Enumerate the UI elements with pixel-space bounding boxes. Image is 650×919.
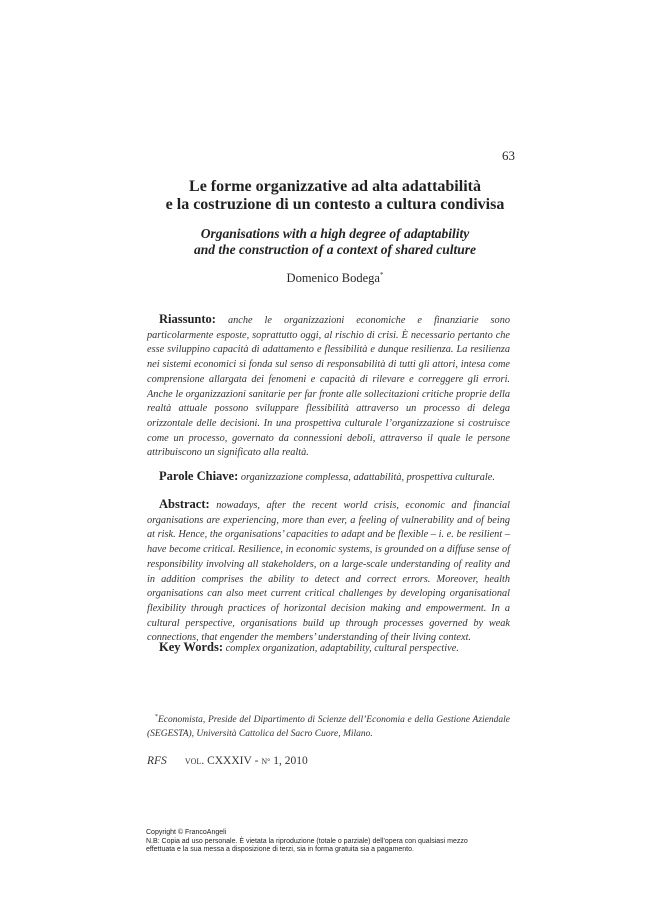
journal-abbrev: RFS bbox=[147, 755, 167, 767]
journal-number: 1, 2010 bbox=[273, 755, 308, 767]
footnote-text: Economista, Preside del Dipartimento di Scienze dell’Economia e della Gestione Aziendale (SEGESTA), Università Cattolica del Sacro Cuore, Milano. bbox=[147, 715, 510, 740]
abstract-label: Abstract: bbox=[159, 497, 210, 511]
article-subtitle bbox=[100, 226, 570, 258]
title-line-2: e la costruzione di un contesto a cultura condivisa bbox=[165, 196, 505, 213]
parole-chiave-label: Parole Chiave: bbox=[159, 469, 239, 483]
author bbox=[100, 271, 570, 286]
author-footnote bbox=[147, 710, 510, 741]
riassunto-text: anche le organizzazioni economiche e finanziarie sono particolarmente esposte, soprattutto oggi, al rischio di crisi. È necessario pertanto che esse sviluppino capacità di adattamento e flessibilità e dunque resilienza. La resilienza nei sistemi economici si fonda sul senso di responsabilità di tutti gli attori, intesa come comprensione allargata dei fenomeni e capacità di rilevare e correggere gli errori. Anche le organizzazioni sanitarie per far fronte alle sollecitazioni critiche proprie della realtà attuale possono sviluppare flessibilità attraverso un processo di delega orizzontale delle decisioni. In una prospettiva culturale l’organizzazione si costruisce come un processo, governato da connessioni deboli, attraverso il quale le persone attribuiscono un significato alla realtà. bbox=[147, 315, 511, 459]
copyright-notice bbox=[146, 829, 516, 855]
copyright-line-3: effettuata e la sua messa a disposizione di terzi, sia in forma gratuita sia a pagamento. bbox=[146, 846, 414, 853]
copyright-line-1: Copyright © FrancoAngeli bbox=[146, 829, 227, 836]
subtitle-line-1: Organisations with a high degree of adaptability bbox=[200, 226, 470, 241]
journal-reference bbox=[147, 755, 308, 767]
article-title bbox=[100, 178, 570, 214]
parole-chiave-text: organizzazione complessa, adattabilità, prospettiva culturale. bbox=[240, 472, 495, 483]
key-words-text: complex organization, adaptability, cultural perspective. bbox=[225, 643, 459, 654]
title-line-1: Le forme organizzative ad alta adattabilità bbox=[189, 178, 481, 195]
abstract-text: nowadays, after the recent world crisis, economic and financial organisations are experiencing, more than ever, a feeling of vulnerability and of being at risk. Hence, the organisations’ capacities to adapt and be flexible – i. e. be resilient – have become critical. Resilience, in economic systems, is grounded on a diffuse sense of responsibility involving all stakeholders, on a large-scale understanding of reality and in addition comprises the ability to detect and correct errors. Moreover, health organisations can also meet current critical challenges by developing organisational flexibility through practices of horizontal decision making and empowerment. In a cultural perspective, organisations build up through processes governed by weak connections, that engender the members’ understanding of their living context. bbox=[147, 500, 510, 644]
parole-chiave-paragraph bbox=[147, 469, 510, 486]
abstract-paragraph bbox=[147, 497, 510, 646]
riassunto-label: Riassunto: bbox=[159, 312, 216, 326]
page-number: 63 bbox=[502, 148, 515, 163]
key-words-paragraph bbox=[147, 640, 510, 657]
journal-number-label: N° bbox=[261, 757, 271, 766]
journal-volume: vol. CXXXIV bbox=[184, 755, 252, 767]
subtitle-line-2: and the construction of a context of shared culture bbox=[193, 242, 477, 257]
copyright-line-2: N.B: Copia ad uso personale. È vietata la riproduzione (totale o parziale) dell’opera con qualsiasi mezzo bbox=[146, 837, 468, 845]
author-name: Domenico Bodega bbox=[286, 271, 380, 286]
journal-separator: - bbox=[254, 755, 259, 767]
author-footnote-mark: * bbox=[379, 271, 384, 279]
key-words-label: Key Words: bbox=[159, 640, 224, 654]
footnote-mark: * bbox=[155, 714, 158, 720]
riassunto-paragraph bbox=[147, 312, 510, 461]
